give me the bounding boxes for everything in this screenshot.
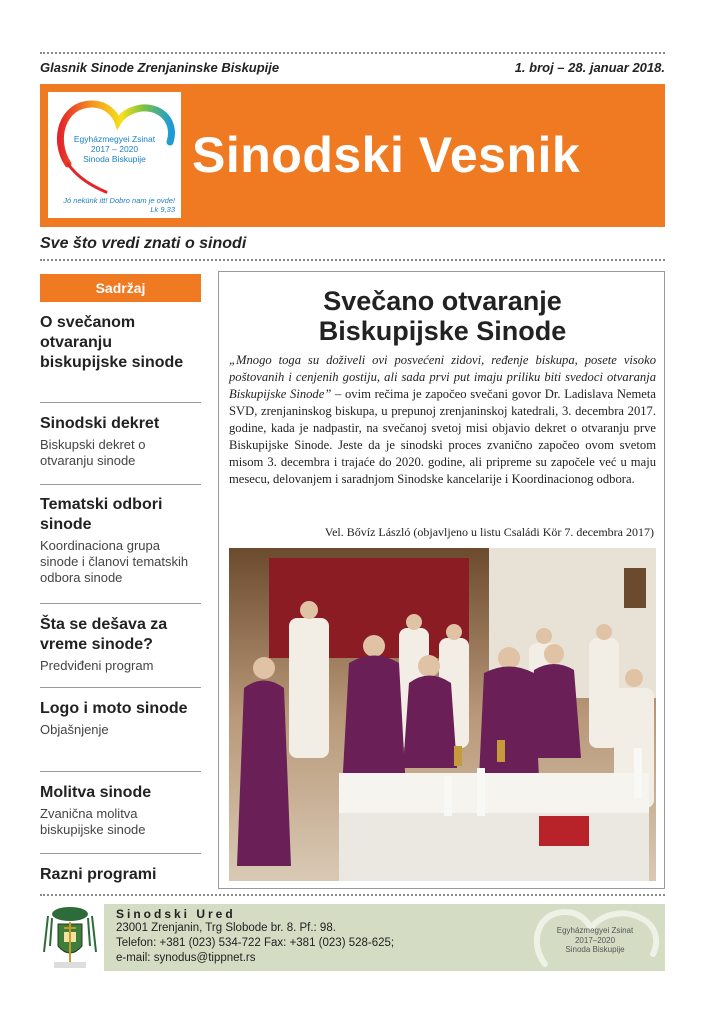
synod-logo (48, 92, 181, 218)
toc-item[interactable] (40, 699, 201, 738)
top-dotted-rule (40, 52, 665, 54)
article-title-line-1: Svečano otvaranje (323, 286, 562, 316)
logo-line-2: 2017 – 2020 (90, 144, 139, 154)
logo-motto: Jó nekünk itt! Dobro nam je ovde! (63, 196, 175, 205)
newsletter-title: Sinodski Vesnik (192, 127, 581, 183)
bishop-coat-of-arms (40, 902, 100, 972)
office-address: 23001 Zrenjanin, Trg Slobode br. 8. Pf.: 98. (116, 922, 336, 934)
logo-line-1: Egyházmegyei Zsinat (73, 134, 156, 144)
article-credit: Vel. Bővíz László (objavljeno u listu Családi Kör 7. decembra 2017) (324, 525, 654, 539)
coat-of-arms-icon (40, 902, 100, 972)
footer-logo-text (535, 926, 655, 955)
toc-item[interactable] (40, 414, 201, 469)
office-name: Sinodski Ured (116, 907, 236, 921)
article-body (229, 352, 656, 488)
toc-divider (40, 853, 201, 854)
toc-divider (40, 687, 201, 688)
logo-line-3: Sinoda Biskupije (83, 154, 146, 164)
toc-item-title: Sinodski dekret (40, 415, 160, 432)
toc-divider (40, 484, 201, 485)
toc-item-title: Razni programi (40, 866, 157, 883)
office-phones: Telefon: +381 (023) 534-722 Fax: +381 (023) 528-625; (116, 937, 395, 949)
toc-item[interactable] (40, 615, 201, 674)
church-mass-image (229, 548, 656, 881)
footer-logo-line-2: 2017–2020 (574, 935, 616, 945)
mass-photo (229, 548, 656, 881)
toc-item-title: Molitva sinode (40, 784, 152, 801)
toc-item-title: Logo i moto sinode (40, 700, 188, 717)
logo-motto-reference: Lk 9,33 (150, 205, 175, 214)
toc-item-subtitle: Objašnjenje (40, 722, 109, 737)
footer-logo-line-3: Sinoda Biskupije (565, 945, 625, 954)
toc-item-title: Tematski odbori sinode (40, 496, 163, 533)
publication-name: Glasnik Sinode Zrenjaninske Biskupije (40, 60, 280, 75)
office-email[interactable]: e-mail: synodus@tippnet.rs (116, 952, 256, 964)
toc-item-subtitle: Predviđeni program (40, 658, 154, 673)
tagline: Sve što vredi znati o sinodi (40, 235, 247, 252)
toc-item[interactable] (40, 783, 201, 838)
toc-divider (40, 402, 201, 403)
issue-date: 1. broj – 28. januar 2018. (514, 60, 665, 75)
toc-item-title: O svečanom otvaranju biskupijske sinode (40, 314, 184, 371)
toc-header: Sadržaj (40, 274, 201, 302)
toc-item[interactable] (40, 313, 201, 373)
article-text: – ovim rečima je započeo svečani govor Dr. Ladislava Nemeta SVD, zrenjaninskog biskupa, u prepunoj zrenjaninskoj katedrali, 3. decembra 2017. godine, kada je nadpastir, na svečanoj svetoj misi objavio dekret o otvaranju prve Biskupijske Sinode. Jeste da je sinodski proces zvanično započeo ovom svetom misom 3. decembra i trajaće do 2020. godine, ali pripreme su započele već u maju mesecu, delovanjem i saradnjom Sinodske kancelarije i Koordinacionog odbora. (229, 387, 656, 486)
footer-logo-line-1: Egyházmegyei Zsinat (556, 926, 634, 935)
toc-item[interactable] (40, 865, 201, 885)
toc-item-subtitle: Zvanična molitva biskupijske sinode (40, 806, 146, 837)
toc-item-subtitle: Biskupski dekret o otvaranju sinode (40, 437, 146, 468)
masthead-banner (40, 84, 665, 227)
article-title-line-2: Biskupijske Sinode (318, 316, 567, 346)
lead-article (218, 271, 665, 889)
toc-divider (40, 603, 201, 604)
article-quote: „Mnogo toga su doživeli ovi posvećeni zidovi, ređenje biskupa, posete visoko poštovanih i cenjenih gostiju, ali sada prvi put imaju priliku biti svedoci otvaranja Biskupijske Sinode” (229, 353, 656, 401)
article-title (219, 286, 666, 346)
bottom-dotted-rule (40, 894, 665, 896)
tagline-dotted-rule (40, 259, 665, 261)
toc-item-title: Šta se dešava za vreme sinode? (40, 616, 168, 653)
toc-divider (40, 771, 201, 772)
toc-item[interactable] (40, 495, 201, 586)
contact-footer (104, 904, 665, 971)
toc-item-subtitle: Koordinaciona grupa sinode i članovi tematskih odbora sinode (40, 538, 189, 585)
